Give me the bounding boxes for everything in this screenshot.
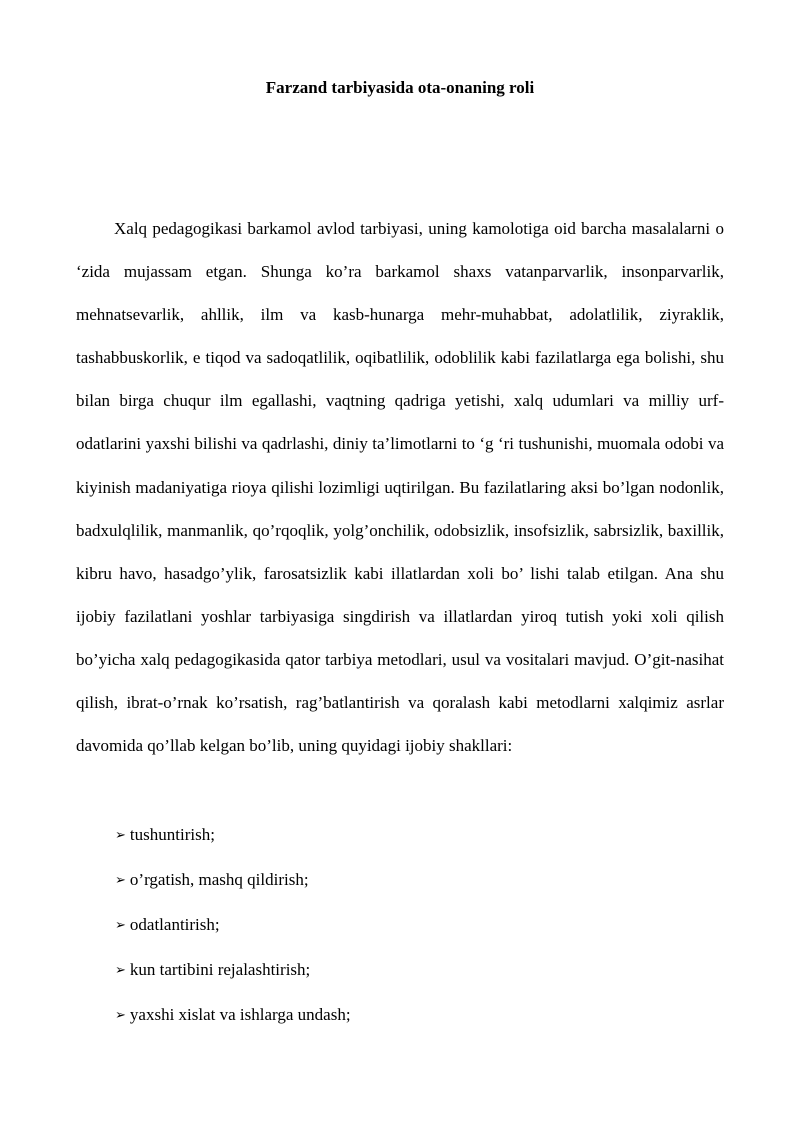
list-item-text: tushuntirish; xyxy=(129,825,215,844)
list-item xyxy=(115,948,351,993)
arrow-bullet-icon: ➢ xyxy=(115,963,126,979)
list-item xyxy=(115,993,351,1038)
list-item xyxy=(115,858,351,903)
arrow-bullet-icon: ➢ xyxy=(115,918,126,934)
bullet-list xyxy=(115,813,351,1038)
arrow-bullet-icon: ➢ xyxy=(115,1008,126,1024)
list-item-text: kun tartibini rejalashtirish; xyxy=(129,960,311,980)
list-item-text: yaxshi xislat va ishlarga undash; xyxy=(129,1005,351,1025)
list-item-text: o’rgatish, mashq qildirish; xyxy=(129,870,309,890)
list-item-text: odatlantirish; xyxy=(129,915,220,935)
list-item xyxy=(115,903,351,948)
list-item xyxy=(115,813,351,858)
arrow-bullet-icon: ➢ xyxy=(115,873,126,889)
document-title: Farzand tarbiyasida ota-onaning roli xyxy=(265,78,535,97)
body-paragraph: Xalq pedagogikasi barkamol avlod tarbiyasi, uning kamolotiga oid barcha masalalarni o ‘zida mujassam etgan. Shunga ko’ra barkamol shaxs vatanparvarlik, insonparvarlik, mehnatsevarlik, ahllik, ilm va kasb-hunarga mehr-muhabbat, adolatlilik, ziyraklik, tashabbuskorlik, e tiqod va sadoqatlilik, oqibatlilik, odoblilik kabi fazilatlarga ega bolishi, shu bilan birga chuqur ilm egallashi, vaqtning qadriga yetishi, xalq udumlari va milliy urf-odatlarini yaxshi bilishi va qadrlashi, diniy ta’limotlarni to ‘g ‘ri tushunishi, muomala odobi va kiyinish madaniyatiga rioya qilishi lozimligi uqtirilgan. Bu fazilatlaring aksi bo’lgan nodonlik, badxulqlilik, manmanlik, qo’rqoqlik, yolg’onchilik, odobsizlik, insofsizlik, sabrsizlik, baxillik, kibru havo, hasadgo’ylik, farosatsizlik kabi illatlardan xoli bo’ lishi talab etilgan. Ana shu ijobiy fazilatlani yoshlar tarbiyasiga singdirish va illatlardan yiroq tutish yoki xoli qilish bo’yicha xalq pedagogikasida qator tarbiya metodlari, usul va vositalari mavjud. O’git-nasihat qilish, ibrat-o’rnak ko’rsatish, rag’batlantirish va qoralash kabi metodlarni xalqimiz asrlar davomida qo’llab kelgan bo’lib, uning quyidagi ijobiy shakllari: xyxy=(76,219,724,756)
arrow-bullet-icon: ➢ xyxy=(115,828,126,843)
